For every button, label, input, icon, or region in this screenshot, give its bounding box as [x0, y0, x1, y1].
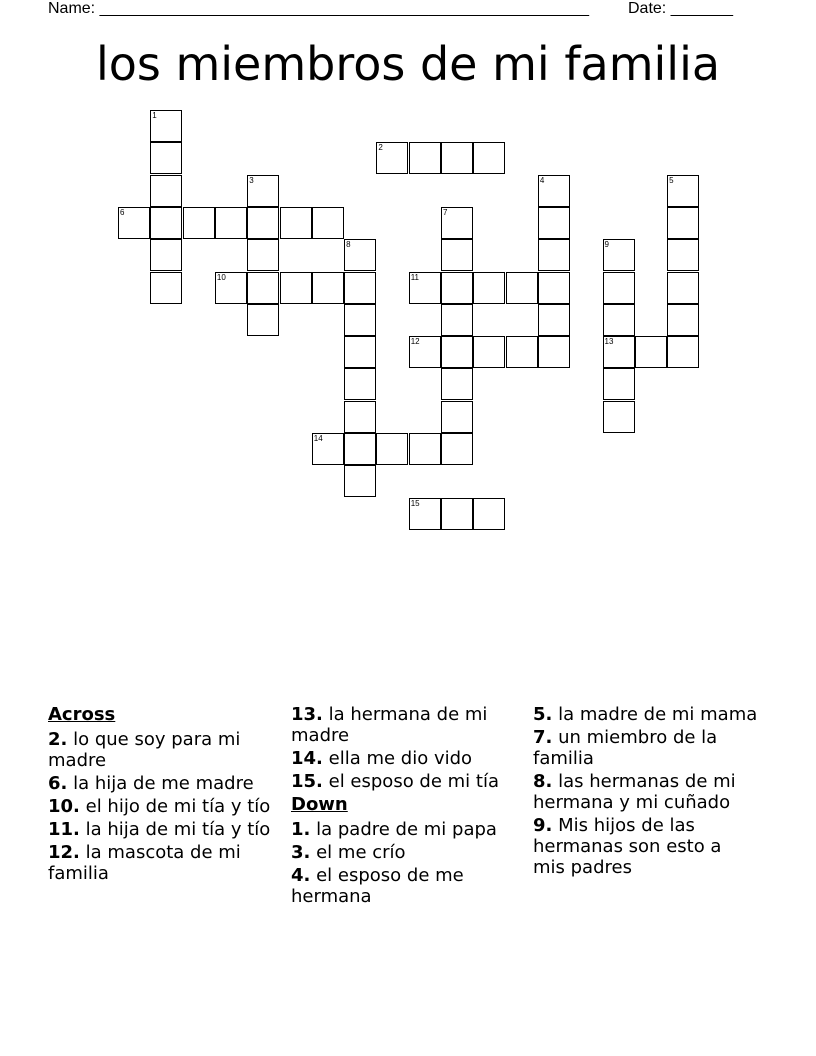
crossword-cell[interactable] — [409, 433, 441, 465]
crossword-cell[interactable] — [376, 433, 408, 465]
crossword-cell[interactable] — [603, 401, 635, 433]
crossword-cell[interactable] — [247, 304, 279, 336]
crossword-cell[interactable] — [247, 175, 279, 207]
cell-number: 15 — [410, 498, 420, 508]
clue-across-13: 13. la hermana de mi madre — [291, 704, 488, 746]
crossword-cell[interactable] — [150, 175, 182, 207]
crossword-cell[interactable] — [603, 304, 635, 336]
cell-number: 4 — [539, 175, 545, 185]
crossword-cell[interactable] — [441, 498, 473, 530]
cell-number: 12 — [410, 337, 420, 347]
cell-number: 6 — [120, 207, 125, 217]
crossword-cell[interactable] — [150, 142, 182, 174]
cell-number: 14 — [313, 434, 323, 443]
crossword-cell[interactable] — [150, 239, 182, 271]
clue-across-6: 6. la hija de me madre — [48, 773, 254, 794]
crossword-cell[interactable] — [667, 272, 699, 304]
crossword-cell[interactable] — [441, 433, 473, 465]
crossword-cell[interactable] — [667, 175, 699, 207]
clues-column-3 — [533, 704, 758, 880]
name-field-line: Name: _______________________________________________________ — [48, 0, 589, 17]
clue-down-9: 9. Mis hijos de las hermanas son esto a mis padres — [533, 815, 722, 878]
date-field-line: Date: _______ — [628, 0, 733, 17]
crossword-cell[interactable] — [441, 272, 473, 304]
crossword-cell[interactable] — [312, 433, 344, 465]
clue-across-15: 15. el esposo de mi tía — [291, 771, 499, 792]
crossword-cell[interactable] — [344, 465, 376, 497]
crossword-cell[interactable] — [409, 272, 441, 304]
clue-down-8: 8. las hermanas de mi hermana y mi cuñado — [533, 771, 736, 813]
crossword-cell[interactable] — [635, 336, 667, 368]
crossword-cell[interactable] — [183, 207, 215, 239]
cell-number: 3 — [249, 175, 254, 185]
crossword-cell[interactable] — [409, 142, 441, 174]
crossword-cell[interactable] — [538, 336, 570, 368]
crossword-cell[interactable] — [538, 207, 570, 239]
crossword-cell[interactable] — [344, 368, 376, 400]
crossword-cell[interactable] — [538, 272, 570, 304]
crossword-cell[interactable] — [150, 207, 182, 239]
crossword-cell[interactable] — [280, 272, 312, 304]
crossword-cell[interactable] — [667, 207, 699, 239]
crossword-cell[interactable] — [473, 142, 505, 174]
cell-number: 7 — [443, 207, 448, 217]
crossword-cell[interactable] — [150, 110, 182, 142]
crossword-cell[interactable] — [312, 207, 344, 239]
crossword-cell[interactable] — [344, 433, 376, 465]
crossword-cell[interactable] — [441, 142, 473, 174]
cell-number: 13 — [604, 337, 614, 347]
crossword-cell[interactable] — [441, 368, 473, 400]
clues-column-1 — [48, 704, 273, 886]
crossword-cell[interactable] — [506, 336, 538, 368]
crossword-cell[interactable] — [344, 304, 376, 336]
crossword-cell[interactable] — [441, 304, 473, 336]
cell-number: 5 — [669, 175, 674, 185]
crossword-cell[interactable] — [473, 336, 505, 368]
cell-number: 1 — [152, 111, 157, 120]
crossword-cell[interactable] — [667, 336, 699, 368]
crossword-cell[interactable] — [280, 207, 312, 239]
crossword-cell[interactable] — [215, 272, 247, 304]
across-heading: Across — [48, 704, 116, 725]
crossword-cell[interactable] — [603, 239, 635, 271]
clue-across-10: 10. el hijo de mi tía y tío — [48, 796, 271, 817]
crossword-cell[interactable] — [603, 336, 635, 368]
crossword-cell[interactable] — [344, 239, 376, 271]
clue-across-2: 2. lo que soy para mi madre — [48, 729, 241, 771]
clue-across-11: 11. la hija de mi tía y tío — [48, 819, 271, 840]
cell-number: 2 — [378, 143, 383, 153]
crossword-cell[interactable] — [538, 239, 570, 271]
crossword-cell[interactable] — [441, 336, 473, 368]
crossword-cell[interactable] — [247, 272, 279, 304]
crossword-cell[interactable] — [409, 336, 441, 368]
crossword-cell[interactable] — [441, 401, 473, 433]
crossword-cell[interactable] — [312, 272, 344, 304]
cell-number: 11 — [410, 272, 419, 282]
clue-across-14: 14. ella me dio vido — [291, 748, 473, 769]
page-title: los miembros de mi familia — [95, 37, 721, 91]
clues-column-2 — [291, 704, 516, 909]
crossword-cell[interactable] — [344, 272, 376, 304]
crossword-cell[interactable] — [473, 272, 505, 304]
crossword-cell[interactable] — [667, 239, 699, 271]
cell-number: 10 — [216, 272, 226, 282]
crossword-cell[interactable] — [118, 207, 150, 239]
clue-down-5: 5. la madre de mi mama — [533, 704, 758, 725]
crossword-cell[interactable] — [344, 401, 376, 433]
clue-down-3: 3. el me crío — [291, 842, 406, 863]
crossword-cell[interactable] — [506, 272, 538, 304]
clue-down-4: 4. el esposo de me hermana — [291, 865, 464, 907]
cell-number: 8 — [346, 240, 351, 250]
crossword-cell[interactable] — [376, 142, 408, 174]
crossword-cell[interactable] — [441, 207, 473, 239]
clue-down-7: 7. un miembro de la familia — [533, 727, 718, 769]
clue-across-12: 12. la mascota de mi familia — [48, 842, 241, 884]
crossword-cell[interactable] — [667, 304, 699, 336]
crossword-cell[interactable] — [603, 368, 635, 400]
crossword-cell[interactable] — [215, 207, 247, 239]
crossword-cell[interactable] — [538, 304, 570, 336]
crossword-cell[interactable] — [247, 207, 279, 239]
crossword-cell[interactable] — [441, 239, 473, 271]
down-heading: Down — [291, 794, 348, 815]
crossword-cell[interactable] — [603, 272, 635, 304]
crossword-cell[interactable] — [473, 498, 505, 530]
crossword-cell[interactable] — [344, 336, 376, 368]
crossword-cell[interactable] — [538, 175, 570, 207]
crossword-cell[interactable] — [150, 272, 182, 304]
crossword-cell[interactable] — [247, 239, 279, 271]
clue-down-1: 1. la padre de mi papa — [291, 819, 497, 840]
crossword-cell[interactable] — [409, 498, 441, 530]
cell-number: 9 — [604, 240, 609, 250]
